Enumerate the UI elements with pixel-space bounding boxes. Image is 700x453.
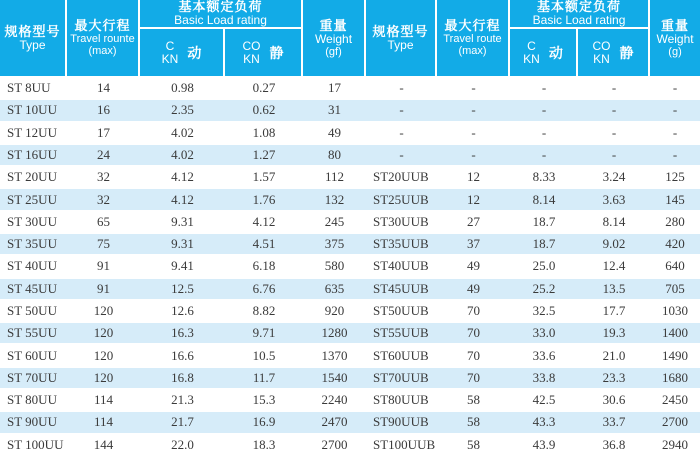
value-cell: 145 — [650, 187, 700, 209]
value-cell: 2450 — [650, 388, 700, 410]
value-cell: 8.14 — [578, 210, 650, 232]
weight-label-zh: 重量 — [661, 17, 690, 33]
model-cell: ST 40UU — [0, 254, 67, 276]
value-cell: 1.08 — [225, 121, 303, 143]
value-cell: 14 — [67, 76, 140, 98]
model-cell: ST 16UU — [0, 143, 67, 165]
table-row — [0, 254, 366, 276]
model-cell: ST 100UU — [0, 433, 67, 453]
value-cell: - — [437, 143, 510, 165]
table-row — [366, 232, 700, 254]
right-table-header — [366, 0, 700, 76]
value-cell: 0.27 — [225, 76, 303, 98]
value-cell: 19.3 — [578, 321, 650, 343]
table-row — [366, 165, 700, 187]
table-row — [0, 143, 366, 165]
value-cell: 1.57 — [225, 165, 303, 187]
value-cell: 18.7 — [510, 210, 578, 232]
basic-load-label-zh: 基本额定负荷 — [537, 0, 622, 14]
value-cell: 12 — [437, 187, 510, 209]
spec-table-right — [366, 0, 700, 453]
value-cell: 22.0 — [140, 433, 225, 453]
right-table-body — [366, 76, 700, 453]
value-cell: 9.31 — [140, 232, 225, 254]
model-cell: ST40UUB — [366, 254, 437, 276]
value-cell: 21.7 — [140, 410, 225, 432]
travel-label-en: Travel rounte — [70, 33, 135, 45]
value-cell: 17 — [303, 76, 366, 98]
value-cell: 8.14 — [510, 187, 578, 209]
value-cell: 21.0 — [578, 343, 650, 365]
table-row — [0, 187, 366, 209]
co-suffix: 静 — [269, 44, 284, 61]
value-cell: 120 — [67, 343, 140, 365]
model-cell: ST 55UU — [0, 321, 67, 343]
value-cell: 4.51 — [225, 232, 303, 254]
value-cell: 2.35 — [140, 98, 225, 120]
value-cell: 1400 — [650, 321, 700, 343]
model-cell: ST35UUB — [366, 232, 437, 254]
value-cell: 36.8 — [578, 433, 650, 453]
model-cell: - — [366, 76, 437, 98]
static-load-column-header — [578, 29, 650, 76]
value-cell: 65 — [67, 210, 140, 232]
value-cell: 580 — [303, 254, 366, 276]
table-row — [366, 366, 700, 388]
value-cell: 70 — [437, 343, 510, 365]
value-cell: 2240 — [303, 388, 366, 410]
value-cell: 15.3 — [225, 388, 303, 410]
value-cell: - — [650, 98, 700, 120]
table-row — [0, 277, 366, 299]
weight-column-header — [650, 0, 700, 76]
value-cell: 58 — [437, 388, 510, 410]
table-row — [0, 410, 366, 432]
value-cell: 70 — [437, 321, 510, 343]
value-cell: - — [510, 143, 578, 165]
table-row — [0, 121, 366, 143]
value-cell: 9.71 — [225, 321, 303, 343]
basic-load-label-en: Basic Load rating — [532, 13, 626, 27]
weight-column-header — [303, 0, 366, 76]
value-cell: 1490 — [650, 343, 700, 365]
value-cell: - — [578, 76, 650, 98]
value-cell: 3.63 — [578, 187, 650, 209]
value-cell: 125 — [650, 165, 700, 187]
value-cell: - — [437, 76, 510, 98]
table-row — [0, 388, 366, 410]
value-cell: 12.4 — [578, 254, 650, 276]
weight-label-unit: (g) — [668, 45, 682, 58]
model-cell: ST 80UU — [0, 388, 67, 410]
value-cell: 30.6 — [578, 388, 650, 410]
value-cell: 18.3 — [225, 433, 303, 453]
value-cell: 21.3 — [140, 388, 225, 410]
model-cell: ST90UUB — [366, 410, 437, 432]
value-cell: 91 — [67, 254, 140, 276]
travel-label-max: (max) — [458, 45, 487, 57]
basic-load-label-zh: 基本额定负荷 — [178, 0, 263, 14]
model-cell: ST100UUB — [366, 433, 437, 453]
value-cell: 17.7 — [578, 299, 650, 321]
value-cell: 1540 — [303, 366, 366, 388]
value-cell: 1.76 — [225, 187, 303, 209]
value-cell: 245 — [303, 210, 366, 232]
value-cell: 8.82 — [225, 299, 303, 321]
value-cell: - — [510, 76, 578, 98]
value-cell: - — [650, 121, 700, 143]
value-cell: - — [650, 143, 700, 165]
table-row — [0, 321, 366, 343]
type-column-header — [366, 0, 437, 76]
co-label: CO — [592, 38, 611, 53]
value-cell: 4.02 — [140, 121, 225, 143]
value-cell: - — [578, 98, 650, 120]
value-cell: 16.6 — [140, 343, 225, 365]
table-row — [366, 143, 700, 165]
model-cell: ST 50UU — [0, 299, 67, 321]
value-cell: 9.02 — [578, 232, 650, 254]
weight-label-zh: 重量 — [319, 17, 348, 33]
value-cell: 31 — [303, 98, 366, 120]
model-cell: - — [366, 121, 437, 143]
value-cell: 2700 — [650, 410, 700, 432]
value-cell: 25.2 — [510, 277, 578, 299]
value-cell: 120 — [67, 321, 140, 343]
dynamic-load-column-header — [140, 29, 225, 76]
travel-label-zh: 最大行程 — [74, 18, 131, 33]
basic-load-header — [140, 0, 303, 29]
value-cell: - — [578, 121, 650, 143]
value-cell: 33.8 — [510, 366, 578, 388]
value-cell: 11.7 — [225, 366, 303, 388]
type-column-header — [0, 0, 67, 76]
travel-label-max: (max) — [88, 45, 117, 57]
travel-column-header — [437, 0, 510, 76]
c-suffix: 动 — [548, 44, 563, 61]
type-label-en: Type — [387, 37, 414, 52]
table-row — [366, 433, 700, 453]
value-cell: 6.76 — [225, 277, 303, 299]
value-cell: 42.5 — [510, 388, 578, 410]
value-cell: 0.98 — [140, 76, 225, 98]
value-cell: 91 — [67, 277, 140, 299]
value-cell: 144 — [67, 433, 140, 453]
table-row — [0, 343, 366, 365]
table-row — [366, 388, 700, 410]
value-cell: 120 — [67, 299, 140, 321]
value-cell: 80 — [303, 143, 366, 165]
weight-label-en: Weight — [656, 31, 694, 46]
table-row — [0, 366, 366, 388]
co-unit: KN — [243, 51, 260, 66]
value-cell: 27 — [437, 210, 510, 232]
basic-load-label-en: Basic Load rating — [174, 13, 267, 27]
table-row — [0, 76, 366, 98]
value-cell: 114 — [67, 388, 140, 410]
model-cell: ST 20UU — [0, 165, 67, 187]
value-cell: 10.5 — [225, 343, 303, 365]
value-cell: 16.8 — [140, 366, 225, 388]
table-row — [366, 277, 700, 299]
value-cell: 920 — [303, 299, 366, 321]
value-cell: 2470 — [303, 410, 366, 432]
value-cell: 635 — [303, 277, 366, 299]
value-cell: 8.33 — [510, 165, 578, 187]
table-row — [366, 299, 700, 321]
value-cell: 13.5 — [578, 277, 650, 299]
value-cell: 32 — [67, 187, 140, 209]
c-label: C — [165, 38, 175, 53]
value-cell: 112 — [303, 165, 366, 187]
table-row — [366, 121, 700, 143]
value-cell: 4.12 — [140, 187, 225, 209]
value-cell: 33.6 — [510, 343, 578, 365]
table-row — [366, 187, 700, 209]
model-cell: ST45UUB — [366, 277, 437, 299]
weight-label-unit: (gf) — [325, 45, 342, 58]
model-cell: ST 8UU — [0, 76, 67, 98]
value-cell: 43.9 — [510, 433, 578, 453]
left-table-header — [0, 0, 366, 76]
value-cell: 58 — [437, 410, 510, 432]
value-cell: 640 — [650, 254, 700, 276]
value-cell: 37 — [437, 232, 510, 254]
value-cell: 120 — [67, 366, 140, 388]
value-cell: 58 — [437, 433, 510, 453]
co-label: CO — [242, 38, 261, 53]
table-row — [0, 232, 366, 254]
value-cell: 375 — [303, 232, 366, 254]
table-row — [0, 98, 366, 120]
c-label: C — [527, 38, 536, 53]
value-cell: 32 — [67, 165, 140, 187]
value-cell: 12.6 — [140, 299, 225, 321]
table-row — [366, 254, 700, 276]
value-cell: - — [437, 121, 510, 143]
value-cell: 33.0 — [510, 321, 578, 343]
table-row — [366, 210, 700, 232]
value-cell: - — [437, 98, 510, 120]
table-row — [0, 210, 366, 232]
model-cell: ST 45UU — [0, 277, 67, 299]
c-unit: KN — [523, 51, 540, 66]
model-cell: ST 25UU — [0, 187, 67, 209]
table-row — [0, 433, 366, 453]
value-cell: 16.3 — [140, 321, 225, 343]
model-cell: ST 70UU — [0, 366, 67, 388]
c-suffix: 动 — [187, 44, 202, 61]
value-cell: 2700 — [303, 433, 366, 453]
table-row — [0, 165, 366, 187]
type-label-zh: 规格型号 — [372, 23, 429, 39]
c-unit: KN — [161, 51, 179, 66]
model-cell: - — [366, 98, 437, 120]
value-cell: 114 — [67, 410, 140, 432]
value-cell: 1030 — [650, 299, 700, 321]
value-cell: 1.27 — [225, 143, 303, 165]
value-cell: 70 — [437, 366, 510, 388]
value-cell: 17 — [67, 121, 140, 143]
value-cell: - — [650, 76, 700, 98]
table-row — [366, 410, 700, 432]
value-cell: 32.5 — [510, 299, 578, 321]
value-cell: 49 — [303, 121, 366, 143]
value-cell: 0.62 — [225, 98, 303, 120]
type-label-zh: 规格型号 — [4, 23, 61, 39]
type-label-en: Type — [19, 37, 46, 52]
value-cell: 43.3 — [510, 410, 578, 432]
model-cell: ST25UUB — [366, 187, 437, 209]
model-cell: ST70UUB — [366, 366, 437, 388]
value-cell: 23.3 — [578, 366, 650, 388]
model-cell: ST50UUB — [366, 299, 437, 321]
table-row — [366, 321, 700, 343]
value-cell: 6.18 — [225, 254, 303, 276]
value-cell: 33.7 — [578, 410, 650, 432]
model-cell: ST 30UU — [0, 210, 67, 232]
value-cell: 25.0 — [510, 254, 578, 276]
model-cell: - — [366, 143, 437, 165]
value-cell: 280 — [650, 210, 700, 232]
model-cell: ST30UUB — [366, 210, 437, 232]
value-cell: 49 — [437, 254, 510, 276]
table-row — [366, 98, 700, 120]
value-cell: 9.41 — [140, 254, 225, 276]
value-cell: 1370 — [303, 343, 366, 365]
model-cell: ST80UUB — [366, 388, 437, 410]
table-row — [366, 76, 700, 98]
travel-label-en: Travel route — [443, 33, 502, 45]
basic-load-header — [510, 0, 650, 29]
model-cell: ST20UUB — [366, 165, 437, 187]
value-cell: 4.12 — [140, 165, 225, 187]
model-cell: ST60UUB — [366, 343, 437, 365]
dynamic-load-column-header — [510, 29, 578, 76]
value-cell: - — [578, 143, 650, 165]
model-cell: ST55UUB — [366, 321, 437, 343]
value-cell: 132 — [303, 187, 366, 209]
value-cell: 420 — [650, 232, 700, 254]
travel-column-header — [67, 0, 140, 76]
model-cell: ST 60UU — [0, 343, 67, 365]
model-cell: ST 12UU — [0, 121, 67, 143]
value-cell: 16 — [67, 98, 140, 120]
model-cell: ST 90UU — [0, 410, 67, 432]
value-cell: 49 — [437, 277, 510, 299]
travel-label-zh: 最大行程 — [444, 18, 501, 33]
weight-label-en: Weight — [314, 31, 353, 46]
value-cell: 12 — [437, 165, 510, 187]
value-cell: - — [510, 121, 578, 143]
value-cell: 12.5 — [140, 277, 225, 299]
value-cell: 705 — [650, 277, 700, 299]
static-load-column-header — [225, 29, 303, 76]
value-cell: 4.12 — [225, 210, 303, 232]
co-suffix: 静 — [619, 44, 634, 61]
co-unit: KN — [593, 51, 610, 66]
value-cell: 2940 — [650, 433, 700, 453]
value-cell: 1680 — [650, 366, 700, 388]
value-cell: 70 — [437, 299, 510, 321]
left-table-body — [0, 76, 366, 453]
value-cell: 9.31 — [140, 210, 225, 232]
model-cell: ST 10UU — [0, 98, 67, 120]
value-cell: 75 — [67, 232, 140, 254]
value-cell: 16.9 — [225, 410, 303, 432]
value-cell: 3.24 — [578, 165, 650, 187]
table-row — [0, 299, 366, 321]
value-cell: 18.7 — [510, 232, 578, 254]
table-row — [366, 343, 700, 365]
model-cell: ST 35UU — [0, 232, 67, 254]
value-cell: 1280 — [303, 321, 366, 343]
value-cell: - — [510, 98, 578, 120]
value-cell: 4.02 — [140, 143, 225, 165]
value-cell: 24 — [67, 143, 140, 165]
